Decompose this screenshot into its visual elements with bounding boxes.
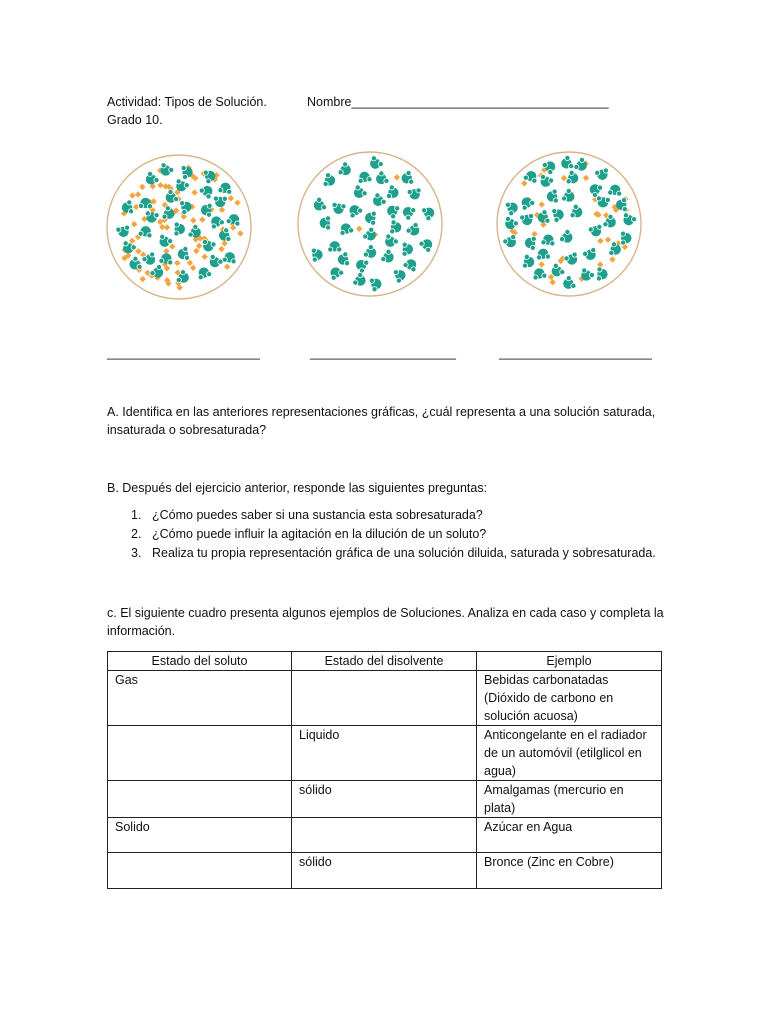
table-cell[interactable] — [108, 726, 292, 781]
question-text: Realiza tu propia representación gráfica de una solución diluida, saturada y sobresaturada. — [152, 546, 656, 560]
questions-list — [107, 506, 656, 563]
solution-diagram-2 — [295, 147, 445, 307]
section-a-text: A. Identifica en las anteriores representaciones gráficas, ¿cuál representa a una solución saturada, insaturada o sobresaturada? — [107, 405, 656, 437]
table-cell: Bronce (Zinc en Cobre) — [477, 853, 662, 889]
question-number: 1. — [131, 508, 142, 522]
question-number: 2. — [131, 527, 142, 541]
table-cell: sólido — [292, 853, 477, 889]
table-cell: Anticongelante en el radiador de un automóvil (etilglicol en agua) — [477, 726, 662, 781]
table-cell: Solido — [108, 818, 292, 853]
circle-outline — [298, 152, 442, 296]
table-cell: Amalgamas (mercurio en plata) — [477, 781, 662, 818]
table-cell[interactable] — [292, 671, 477, 726]
table-cell: Bebidas carbonatadas (Dióxido de carbono en solución acuosa) — [477, 671, 662, 726]
solution-diagram-3 — [494, 147, 644, 307]
activity-title: Actividad: Tipos de Solución. — [107, 95, 267, 109]
table-row — [108, 853, 662, 889]
grade-label: Grado 10. — [107, 113, 163, 127]
solution-circle-2 — [295, 147, 445, 302]
header-solvent-state: Estado del disolvente — [292, 652, 477, 671]
list-item — [107, 525, 656, 544]
table-cell[interactable] — [108, 853, 292, 889]
table-row — [108, 671, 662, 726]
question-text: ¿Cómo puede influir la agitación en la dilución de un soluto? — [152, 527, 487, 541]
table-row — [108, 818, 662, 853]
solution-circle-1 — [104, 150, 254, 305]
answer-blank-1[interactable]: ______________________ — [107, 346, 260, 360]
table-header-row — [108, 652, 662, 671]
name-field[interactable]: Nombre_____________________________________ — [307, 95, 609, 109]
table-cell[interactable] — [108, 781, 292, 818]
list-item — [107, 544, 656, 563]
solution-circle-3 — [494, 147, 644, 302]
section-c-intro: c. El siguiente cuadro presenta algunos ejemplos de Soluciones. Analiza en cada caso y completa la información. — [107, 606, 664, 638]
solutions-table — [107, 651, 662, 889]
table-row — [108, 781, 662, 818]
answer-blank-3[interactable]: ______________________ — [499, 346, 652, 360]
table-cell: Azúcar en Agua — [477, 818, 662, 853]
header-example: Ejemplo — [477, 652, 662, 671]
table-row — [108, 726, 662, 781]
answer-blank-2[interactable]: _____________________ — [310, 346, 456, 360]
question-text: ¿Cómo puedes saber si una sustancia esta sobresaturada? — [152, 508, 483, 522]
section-b-intro: B. Después del ejercicio anterior, responde las siguientes preguntas: — [107, 481, 488, 495]
header-solute-state: Estado del soluto — [108, 652, 292, 671]
question-number: 3. — [131, 546, 142, 560]
table-cell[interactable] — [292, 818, 477, 853]
table-cell[interactable]: Gas — [108, 671, 292, 726]
solution-diagram-1 — [104, 150, 254, 310]
table-cell: sólido — [292, 781, 477, 818]
table-cell: Liquido — [292, 726, 477, 781]
list-item — [107, 506, 656, 525]
